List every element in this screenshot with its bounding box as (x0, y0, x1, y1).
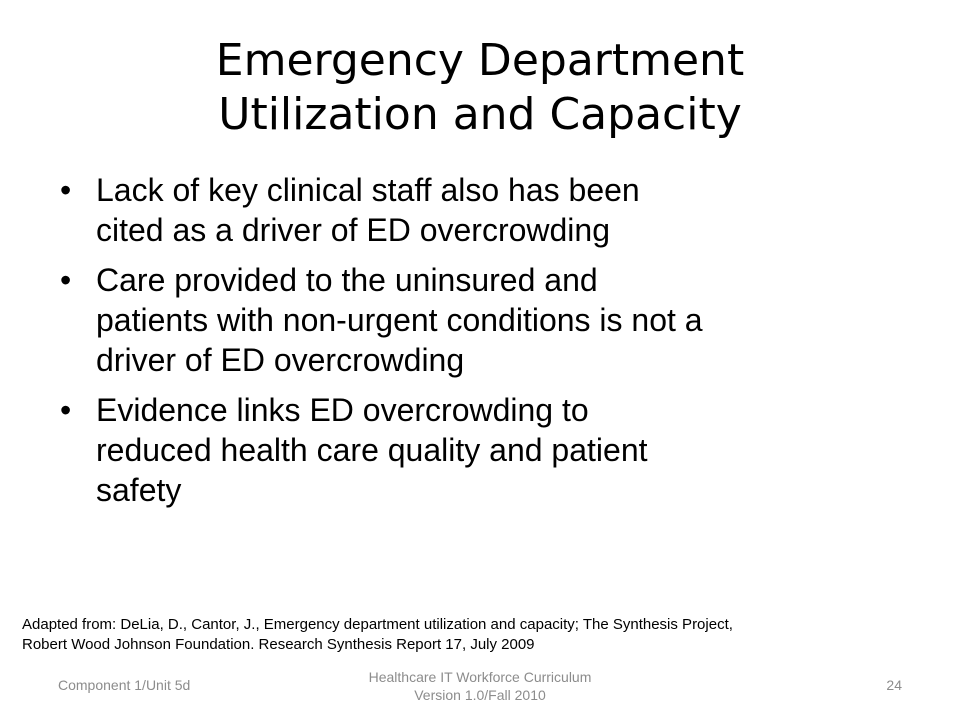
slide-title-line: Emergency Department (215, 35, 745, 86)
bullet-text-line: Care provided to the uninsured and (96, 262, 598, 298)
slide-title-line: Utilization and Capacity (218, 89, 742, 140)
citation (22, 615, 922, 655)
footer-unit-label: Component 1/Unit 5d (58, 677, 191, 693)
citation-line: Adapted from: DeLia, D., Cantor, J., Emergency department utilization and capacity; The Synthesis Project, (22, 616, 733, 633)
slide-number: 24 (886, 677, 902, 693)
citation-line: Robert Wood Johnson Foundation. Research Synthesis Report 17, July 2009 (22, 636, 535, 653)
bullet-item (60, 260, 920, 380)
bullet-item (60, 170, 920, 250)
bullet-text-line: safety (96, 472, 182, 508)
bullet-text-line: patients with non-urgent conditions is not a (96, 302, 703, 338)
footer-curriculum-line: Version 1.0/Fall 2010 (414, 687, 546, 703)
bullet-text-line: driver of ED overcrowding (96, 342, 465, 378)
bullet-marker: • (60, 172, 72, 208)
bullet-text-line: Evidence links ED overcrowding to (96, 392, 589, 428)
bullet-item (60, 390, 920, 510)
bullet-list (60, 170, 920, 520)
bullet-text-line: Lack of key clinical staff also has been (96, 172, 640, 208)
footer-curriculum-line: Healthcare IT Workforce Curriculum (368, 669, 592, 685)
bullet-marker: • (60, 262, 72, 298)
footer-curriculum (330, 668, 630, 704)
slide-title (60, 34, 900, 142)
bullet-marker: • (60, 392, 72, 428)
bullet-text-line: cited as a driver of ED overcrowding (96, 212, 610, 248)
bullet-text-line: reduced health care quality and patient (96, 432, 648, 468)
